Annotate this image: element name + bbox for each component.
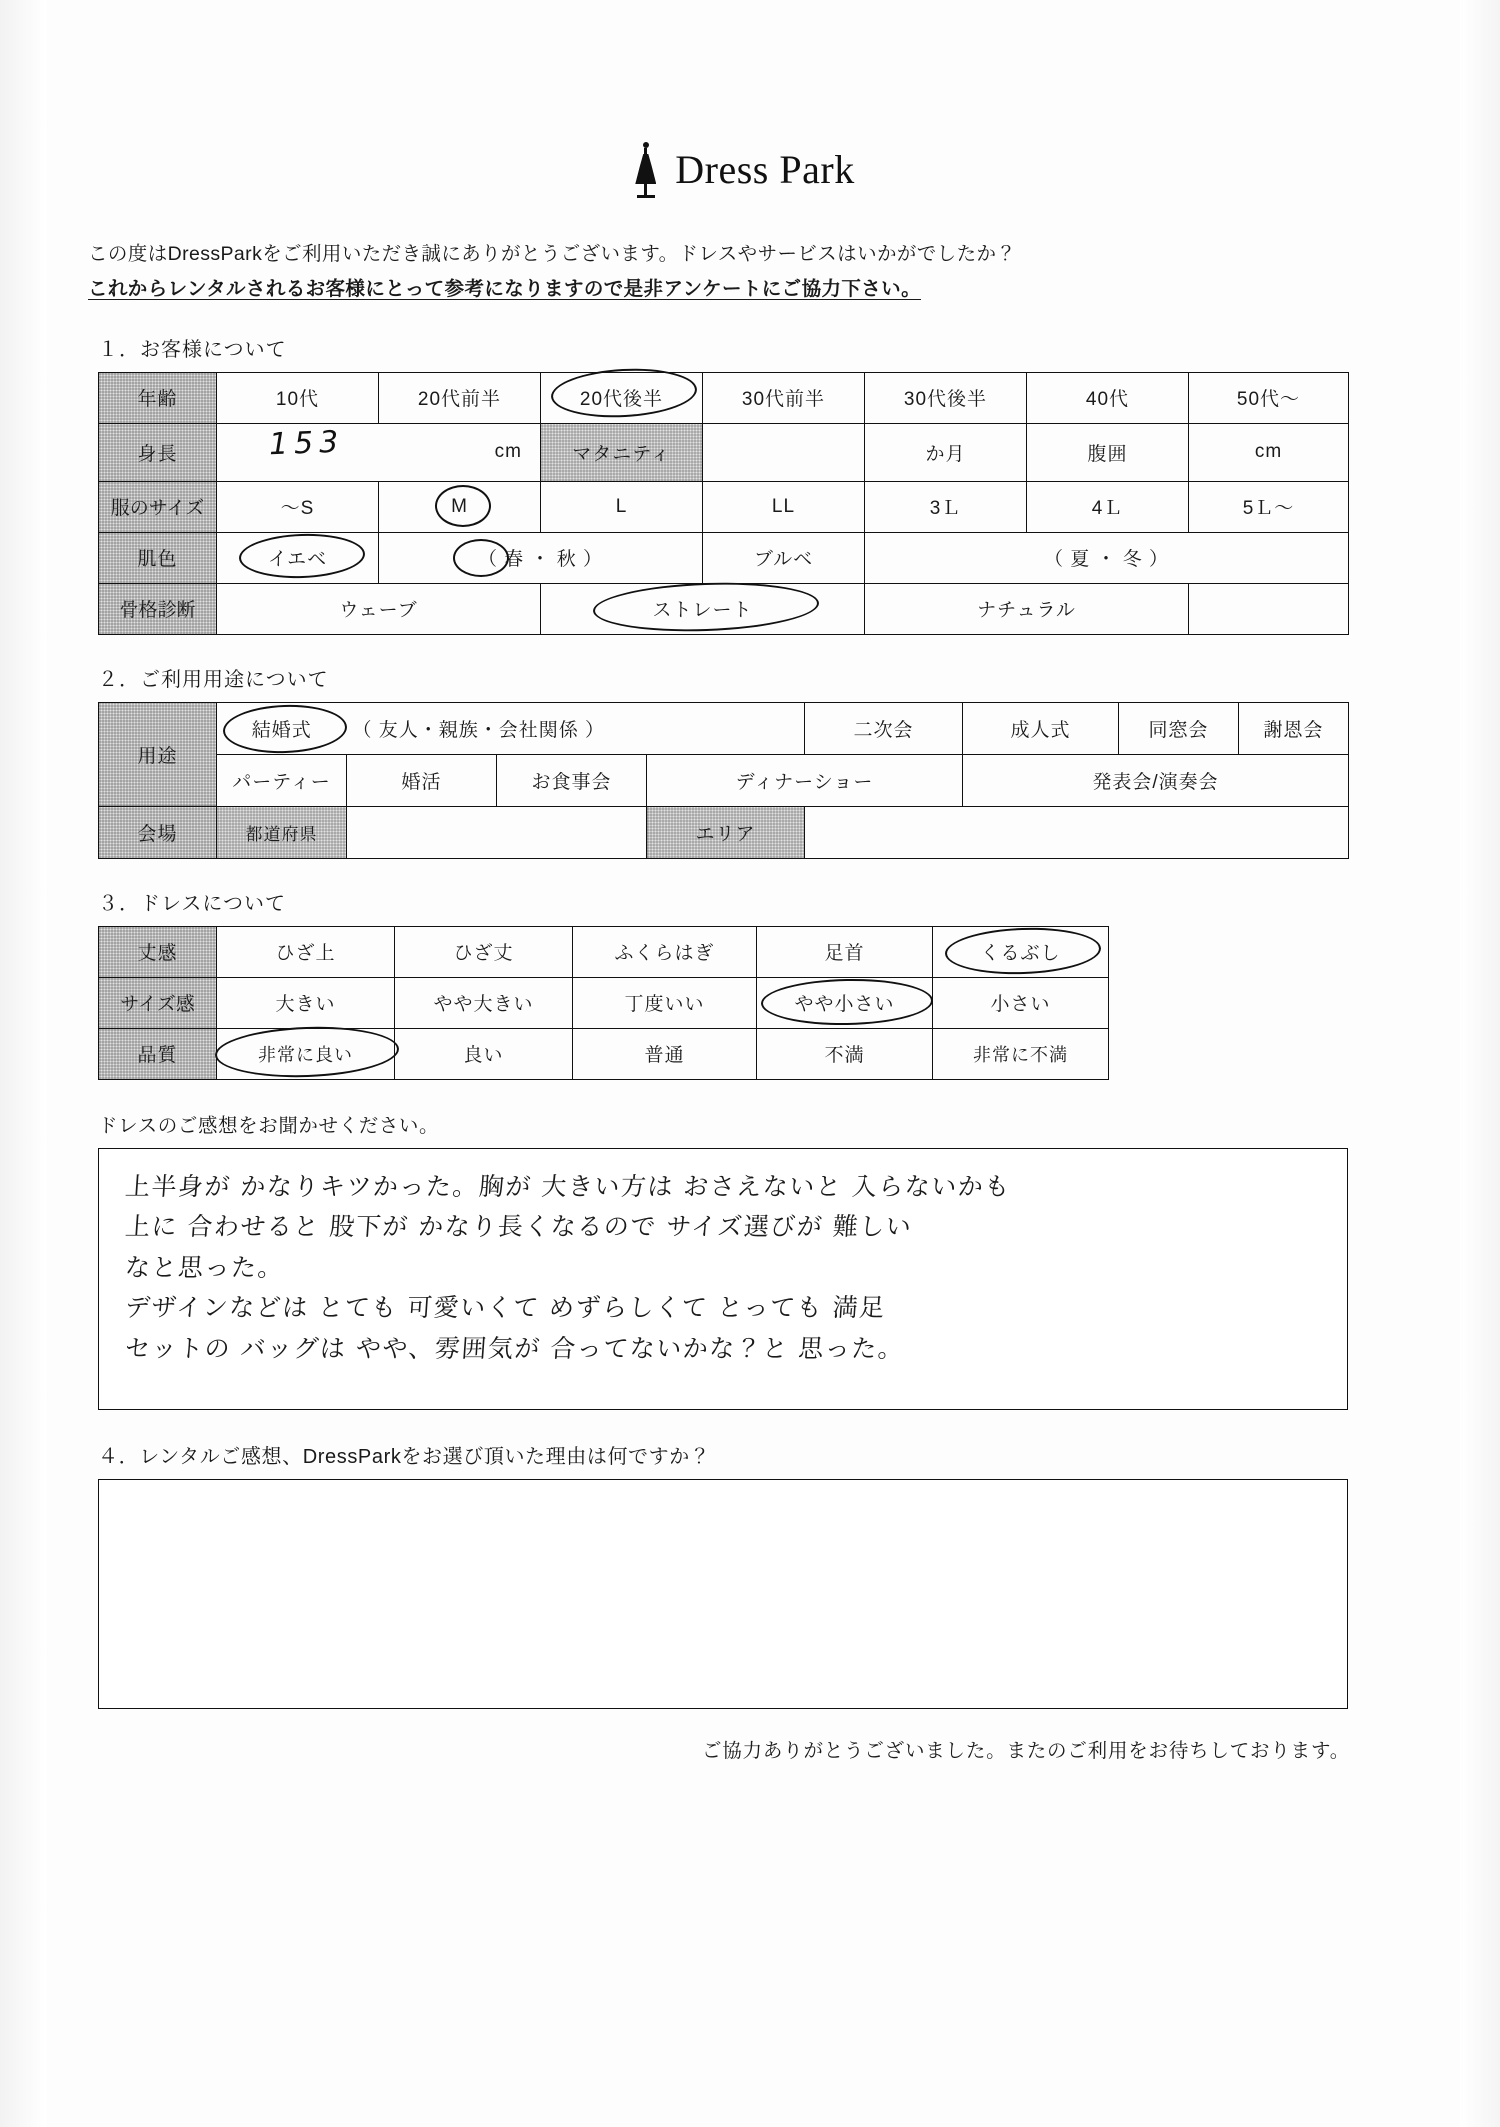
table-row-skin-tone — [99, 532, 1349, 583]
height-value-cell[interactable] — [217, 423, 541, 481]
impression-line-1: 上半身が かなりキツかった。胸が 大きい方は おさえないと 入らないかも — [124, 1171, 1012, 1201]
purpose-wedding[interactable] — [217, 702, 347, 754]
dress-table — [98, 926, 1109, 1080]
size-option-m-label: M — [451, 495, 468, 517]
row-label-quality: 品質 — [99, 1028, 217, 1079]
brand-logo — [72, 140, 1412, 198]
size-option-3l[interactable]: 3Ｌ — [865, 481, 1027, 532]
length-calf[interactable]: ふくらはぎ — [573, 926, 757, 977]
size-option-ll[interactable]: LL — [703, 481, 865, 532]
table-row-age — [99, 372, 1349, 423]
row-label-venue: 会場 — [99, 806, 217, 858]
table-row-length — [99, 926, 1109, 977]
table-row-body-type — [99, 583, 1349, 634]
age-option-early20s[interactable]: 20代前半 — [379, 372, 541, 423]
row-label-skin-tone: 肌色 — [99, 532, 217, 583]
closing-message: ご協力ありがとうございました。またのご利用をお待ちしております。 — [701, 1739, 1350, 1762]
age-option-late20s[interactable] — [541, 372, 703, 423]
venue-area-label: エリア — [647, 806, 805, 858]
table-row-clothing-size — [99, 481, 1349, 532]
row-label-age: 年齢 — [99, 372, 217, 423]
intro-line-2: これからレンタルされるお客様にとって参考になりますので是非アンケートにご協力下さい。 — [88, 278, 921, 301]
age-option-10s[interactable]: 10代 — [217, 372, 379, 423]
purpose-recital[interactable]: 発表会/演奏会 — [963, 754, 1349, 806]
table-row-venue — [99, 806, 1349, 858]
size-option-s[interactable]: ～S — [217, 481, 379, 532]
table-row-height — [99, 423, 1349, 481]
quality-dissatisfied[interactable]: 不満 — [757, 1028, 933, 1079]
purpose-wedding-relations[interactable]: （ 友人・親族・会社関係 ） — [347, 702, 805, 754]
size-feel-slightly-small-label: やや小さい — [794, 994, 895, 1015]
quality-very-good[interactable] — [217, 1028, 395, 1079]
age-option-50s[interactable]: 50代～ — [1189, 372, 1349, 423]
age-option-late20s-label: 20代後半 — [579, 389, 664, 410]
venue-prefecture-label: 都道府県 — [217, 806, 347, 858]
size-feel-slightly-small[interactable] — [757, 977, 933, 1028]
quality-very-dissatisfied[interactable]: 非常に不満 — [933, 1028, 1109, 1079]
size-option-m[interactable] — [379, 481, 541, 532]
quality-good[interactable]: 良い — [395, 1028, 573, 1079]
maternity-month-input[interactable] — [703, 423, 865, 481]
purpose-after-party[interactable]: 二次会 — [805, 702, 963, 754]
skin-tone-yellow-base-label: イエベ — [267, 549, 328, 570]
impression-line-5: セットの バッグは やや、雰囲気が 合ってないかな？と 思った。 — [124, 1333, 906, 1363]
impression-line-4: デザインなどは とても 可愛いくて めずらしくて とっても 満足 — [124, 1293, 887, 1322]
row-label-clothing-size: 服のサイズ — [99, 481, 217, 532]
body-type-wave[interactable]: ウェーブ — [217, 583, 541, 634]
length-knee[interactable]: ひざ丈 — [395, 926, 573, 977]
section-3-title: ３．ドレスについて — [98, 892, 286, 915]
purpose-wedding-label: 結婚式 — [251, 719, 312, 741]
row-label-body-type: 骨格診断 — [99, 583, 217, 634]
purpose-dining[interactable]: お食事会 — [497, 754, 647, 806]
question-4-answer-box[interactable] — [98, 1479, 1348, 1709]
survey-content — [72, 140, 1412, 1763]
table-row-size-feel — [99, 977, 1109, 1028]
length-above-knee[interactable]: ひざ上 — [217, 926, 395, 977]
brand-name: Dress Park — [675, 146, 855, 192]
age-option-40s[interactable]: 40代 — [1027, 372, 1189, 423]
belly-unit: cm — [1189, 423, 1349, 481]
skin-tone-yellow-base[interactable] — [217, 532, 379, 583]
table-row-quality — [99, 1028, 1109, 1079]
row-label-purpose: 用途 — [99, 702, 217, 806]
skin-tone-yellow-seasons-label: （ 春 ・ 秋 ） — [477, 549, 604, 570]
height-handwritten-value: 153 — [268, 424, 345, 462]
impression-answer-box[interactable] — [98, 1148, 1348, 1410]
size-feel-slightly-big[interactable]: やや大きい — [395, 977, 573, 1028]
length-kurubushi[interactable] — [933, 926, 1109, 977]
belly-label: 腹囲 — [1027, 423, 1189, 481]
purpose-party[interactable]: パーティー — [217, 754, 347, 806]
body-type-natural[interactable]: ナチュラル — [865, 583, 1189, 634]
quality-normal[interactable]: 普通 — [573, 1028, 757, 1079]
size-option-5l[interactable]: 5Ｌ～ — [1189, 481, 1349, 532]
quality-very-good-label: 非常に良い — [258, 1044, 353, 1065]
skin-tone-yellow-seasons[interactable] — [379, 532, 703, 583]
body-type-straight[interactable] — [541, 583, 865, 634]
dress-form-icon — [629, 140, 663, 198]
purpose-dinner-show[interactable]: ディナーショー — [647, 754, 963, 806]
row-label-length: 丈感 — [99, 926, 217, 977]
venue-prefecture-input[interactable] — [347, 806, 647, 858]
purpose-coming-of-age[interactable]: 成人式 — [963, 702, 1119, 754]
maternity-month-label: か月 — [865, 423, 1027, 481]
size-option-l[interactable]: L — [541, 481, 703, 532]
table-row-purpose-1 — [99, 702, 1349, 754]
height-unit: cm — [494, 441, 522, 462]
body-type-empty — [1189, 583, 1349, 634]
purpose-konkatsu[interactable]: 婚活 — [347, 754, 497, 806]
scan-edge-left — [0, 0, 46, 2127]
length-ankle[interactable]: 足首 — [757, 926, 933, 977]
skin-tone-blue-base[interactable]: ブルベ — [703, 532, 865, 583]
scan-edge-right — [1460, 0, 1500, 2127]
impression-line-2: 上に 合わせると 股下が かなり長くなるので サイズ選びが 難しい — [124, 1212, 914, 1241]
usage-table — [98, 702, 1349, 859]
section-2-title: ２．ご利用用途について — [98, 668, 329, 691]
venue-area-input[interactable] — [805, 806, 1349, 858]
body-type-straight-label: ストレート — [652, 600, 753, 621]
size-feel-just-right[interactable]: 丁度いい — [573, 977, 757, 1028]
purpose-reunion[interactable]: 同窓会 — [1119, 702, 1239, 754]
length-kurubushi-label: くるぶし — [980, 943, 1061, 964]
row-label-size-feel: サイズ感 — [99, 977, 217, 1028]
table-row-purpose-2 — [99, 754, 1349, 806]
size-feel-big[interactable]: 大きい — [217, 977, 395, 1028]
size-option-4l[interactable]: 4Ｌ — [1027, 481, 1189, 532]
impression-prompt: ドレスのご感想をお聞かせください。 — [98, 1114, 440, 1137]
row-label-height: 身長 — [99, 423, 217, 481]
size-feel-small[interactable]: 小さい — [933, 977, 1109, 1028]
maternity-label: マタニティ — [541, 423, 703, 481]
intro-line-1: この度はDressParkをご利用いただき誠にありがとうございます。ドレスやサービスはいかがでしたか？ — [88, 243, 1017, 265]
purpose-thanksgiving[interactable]: 謝恩会 — [1239, 702, 1349, 754]
question-4-title: ４．レンタルご感想、DressParkをお選び頂いた理由は何ですか？ — [98, 1445, 711, 1468]
section-1-title: １．お客様について — [98, 338, 287, 361]
customer-info-table — [98, 372, 1349, 635]
skin-tone-blue-seasons[interactable]: （ 夏 ・ 冬 ） — [865, 532, 1349, 583]
impression-line-3: なと思った。 — [124, 1252, 286, 1282]
age-option-early30s[interactable]: 30代前半 — [703, 372, 865, 423]
age-option-late30s[interactable]: 30代後半 — [865, 372, 1027, 423]
